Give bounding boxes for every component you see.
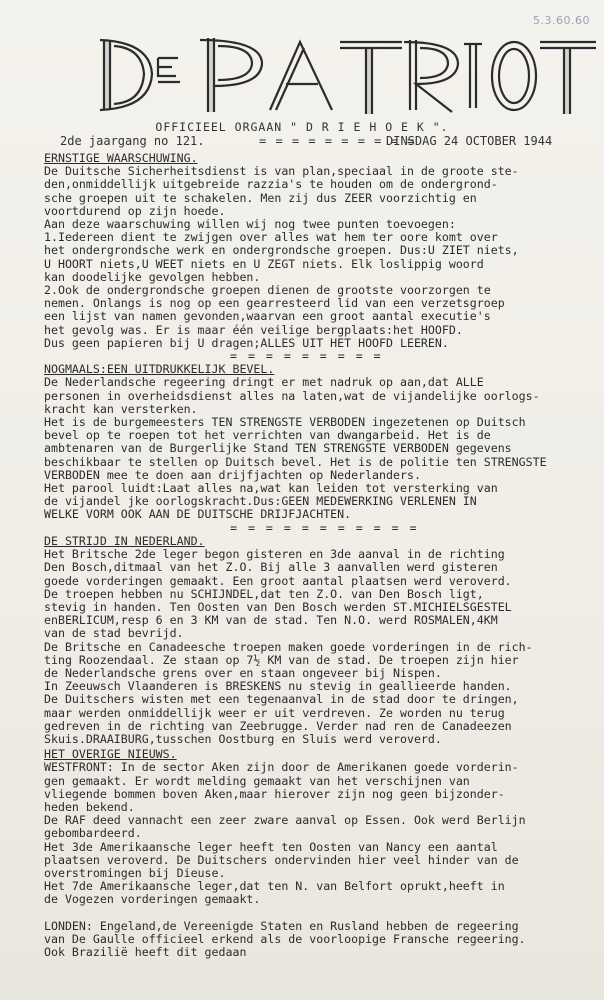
archive-number: 5.3.60.60 <box>533 14 590 27</box>
article-section <box>44 748 584 961</box>
text-line: maar werden onmiddellijk weer er uit verdreven. Ze worden nu terug <box>44 705 505 720</box>
text-line: stevig in handen. Ten Oosten van Den Bosch werden ST.MICHIELSGESTEL <box>44 599 512 614</box>
text-line: Ook Brazilië heeft dit gedaan <box>44 945 247 960</box>
text-line: enBERLICUM,resp 6 en 3 KM van de stad. Ten N.O. werd ROSMALEN,4KM <box>44 613 498 628</box>
text-line: gen gemaakt. Er wordt melding gemaakt van het verschijnen van <box>44 773 470 788</box>
text-line: In Zeeuwsch Vlaanderen is BRESKENS nu stevig in geallieerde handen. <box>44 679 512 694</box>
text-line: voortdurend op zijn hoede. <box>44 203 226 218</box>
text-line: vliegende bommen boven Aken,maar hierover zijn nog geen bijzonder- <box>44 786 505 801</box>
text-line: De Nederlandsche regeering dringt er met nadruk op aan,dat ALLE <box>44 375 484 390</box>
text-line: Het is de burgemeesters TEN STRENGSTE VERBODEN ingezetenen op Duitsch <box>44 415 526 430</box>
text-line: een lijst van namen gevonden,waarvan een groot aantal executie's <box>44 309 491 324</box>
section-heading: NOGMAALS:EEN UITDRUKKELIJK BEVEL. <box>44 362 275 377</box>
text-line: Het parool luidt:Laat alles na,wat kan leiden tot versterking van <box>44 481 498 496</box>
text-line: van de stad bevrijd. <box>44 626 184 641</box>
text-line <box>44 907 584 920</box>
text-line: beschikbaar te stellen op Duitsch bevel. Het is de politie ten STRENGSTE <box>44 454 547 469</box>
text-line: WESTFRONT: In de sector Aken zijn door de Amerikanen goede vorderin- <box>44 760 519 775</box>
text-line: Het Britsche 2de leger begon gisteren en 3de aanval in de richting <box>44 547 505 562</box>
text-line: den,onmiddellijk uitgebreide razzia's te houden om de ondergrond- <box>44 177 498 192</box>
text-line: kan doodelijke gevolgen hebben. <box>44 269 261 284</box>
text-line: gebombardeerd. <box>44 826 142 841</box>
text-line: De Duitsche Sicherheitsdienst is van plan,speciaal in de groote ste- <box>44 164 519 179</box>
text-line: van De Gaulle officieel erkend als de voorloopige Fransche regeering. <box>44 931 526 946</box>
text-line: sche groepen uit te schakelen. Men zij dus ZEER voorzichtig en <box>44 190 477 205</box>
article-section <box>44 363 584 535</box>
issue-date: DINSDAG 24 OCTOBER 1944 <box>386 134 553 148</box>
text-line: personen in overheidsdienst alles na laten,wat de vijandelijke oorlogs- <box>44 388 540 403</box>
text-line: Aan deze waarschuwing willen wij nog twee punten toevoegen: <box>44 217 456 232</box>
section-heading: ERNSTIGE WAARSCHUWING. <box>44 151 198 165</box>
article-section <box>44 152 584 363</box>
masthead-logo <box>0 22 604 122</box>
issue-volume: 2de jaargang no 121. <box>60 134 205 148</box>
text-line: Het 3de Amerikaansche leger heeft ten Oosten van Nancy een aantal <box>44 839 498 854</box>
text-line: heden bekend. <box>44 799 135 814</box>
text-line: nemen. Onlangs is nog op een gearresteerd lid van een verzetsgroep <box>44 296 505 311</box>
text-line: Het 7de Amerikaansche leger,dat ten N. van Belfort oprukt,heeft in <box>44 879 505 894</box>
text-line: plaatsen veroverd. De Duitschers ondervinden hier veel hinder van de <box>44 852 519 867</box>
text-line: bevel op te roepen tot het verrichten van dwangarbeid. Het is de <box>44 428 491 443</box>
text-line: Skuis.DRAAIBURG,tusschen Oostburg en Sluis werd veroverd. <box>44 731 442 746</box>
text-line: De RAF deed vannacht een zeer zware aanval op Essen. Ook werd Berlijn <box>44 813 526 828</box>
issue-separator: = = = = = = = = = = <box>259 134 416 148</box>
text-line: VERBODEN mee te doen aan drijfjachten op Nederlanders. <box>44 467 421 482</box>
text-line: het gevolg was. Er is maar één veilige bergplaats:het HOOFD. <box>44 322 463 337</box>
text-line: De Duitschers wisten met een tegenaanval in de stad door te dringen, <box>44 692 519 707</box>
text-line: overstromingen bij Dieuse. <box>44 865 226 880</box>
text-line: Den Bosch,ditmaal van het Z.O. Bij alle 3 aanvallen werd gisteren <box>44 560 498 575</box>
text-line: de Vogezen vorderingen gemaakt. <box>44 892 261 907</box>
section-heading: DE STRIJD IN NEDERLAND. <box>44 533 205 548</box>
text-line: de Nederlandsche grens over en staan ongeveer bij Nispen. <box>44 665 442 680</box>
text-line: goede vorderingen gemaakt. Een groot aantal plaatsen werd veroverd. <box>44 573 512 588</box>
text-line: gedreven in de richting van Zeebrugge. Verder nad ren de Canadeezen <box>44 718 512 733</box>
text-line: WELKE VORM OOK AAN DE DUITSCHE DRIJFJACHTEN. <box>44 507 352 522</box>
masthead <box>0 22 604 122</box>
section-heading: HET OVERIGE NIEUWS. <box>44 747 177 762</box>
issue-line <box>60 134 564 150</box>
section-separator: = = = = = = = = = = = <box>230 520 419 535</box>
text-line: de vijandel jke oorlogskracht.Dus:GEEN MEDEWERKING VERLENEN IN <box>44 494 477 509</box>
article-section <box>44 535 584 748</box>
subtitle: OFFICIEEL ORGAAN " D R I E H O E K ". <box>155 120 449 134</box>
text-line: U HOORT niets,U WEET niets en U ZEGT niets. Elk loslippig woord <box>44 256 484 271</box>
text-line: het ondergrondsche werk en ondergrondsche groepen. Dus:U ZIET niets, <box>44 243 519 258</box>
section-separator: = = = = = = = = = <box>230 349 383 364</box>
text-line: ambtenaren van de Burgerlijke Stand TEN STRENGSTE VERBODEN gegevens <box>44 441 512 456</box>
text-line: ting Roozendaal. Ze staan op 7½ KM van de stad. De troepen zijn hier <box>44 652 519 667</box>
text-line: kracht kan versterken. <box>44 401 198 416</box>
article-body <box>44 152 584 961</box>
text-line: LONDEN: Engeland,de Vereenigde Staten en Rusland hebben de regeering <box>44 918 519 933</box>
text-line: 2.Ook de ondergrondsche groepen dienen de grootste voorzorgen te <box>44 283 491 298</box>
text-line: De Britsche en Canadeesche troepen maken goede vorderingen in de rich- <box>44 639 533 654</box>
text-line: De troepen hebben nu SCHIJNDEL,dat ten Z.O. van Den Bosch ligt, <box>44 586 484 601</box>
text-line: Dus geen papieren bij U dragen;ALLES UIT HET HOOFD LEEREN. <box>44 335 449 350</box>
text-line: 1.Iedereen dient te zwijgen over alles wat hem ter oore komt over <box>44 230 498 245</box>
